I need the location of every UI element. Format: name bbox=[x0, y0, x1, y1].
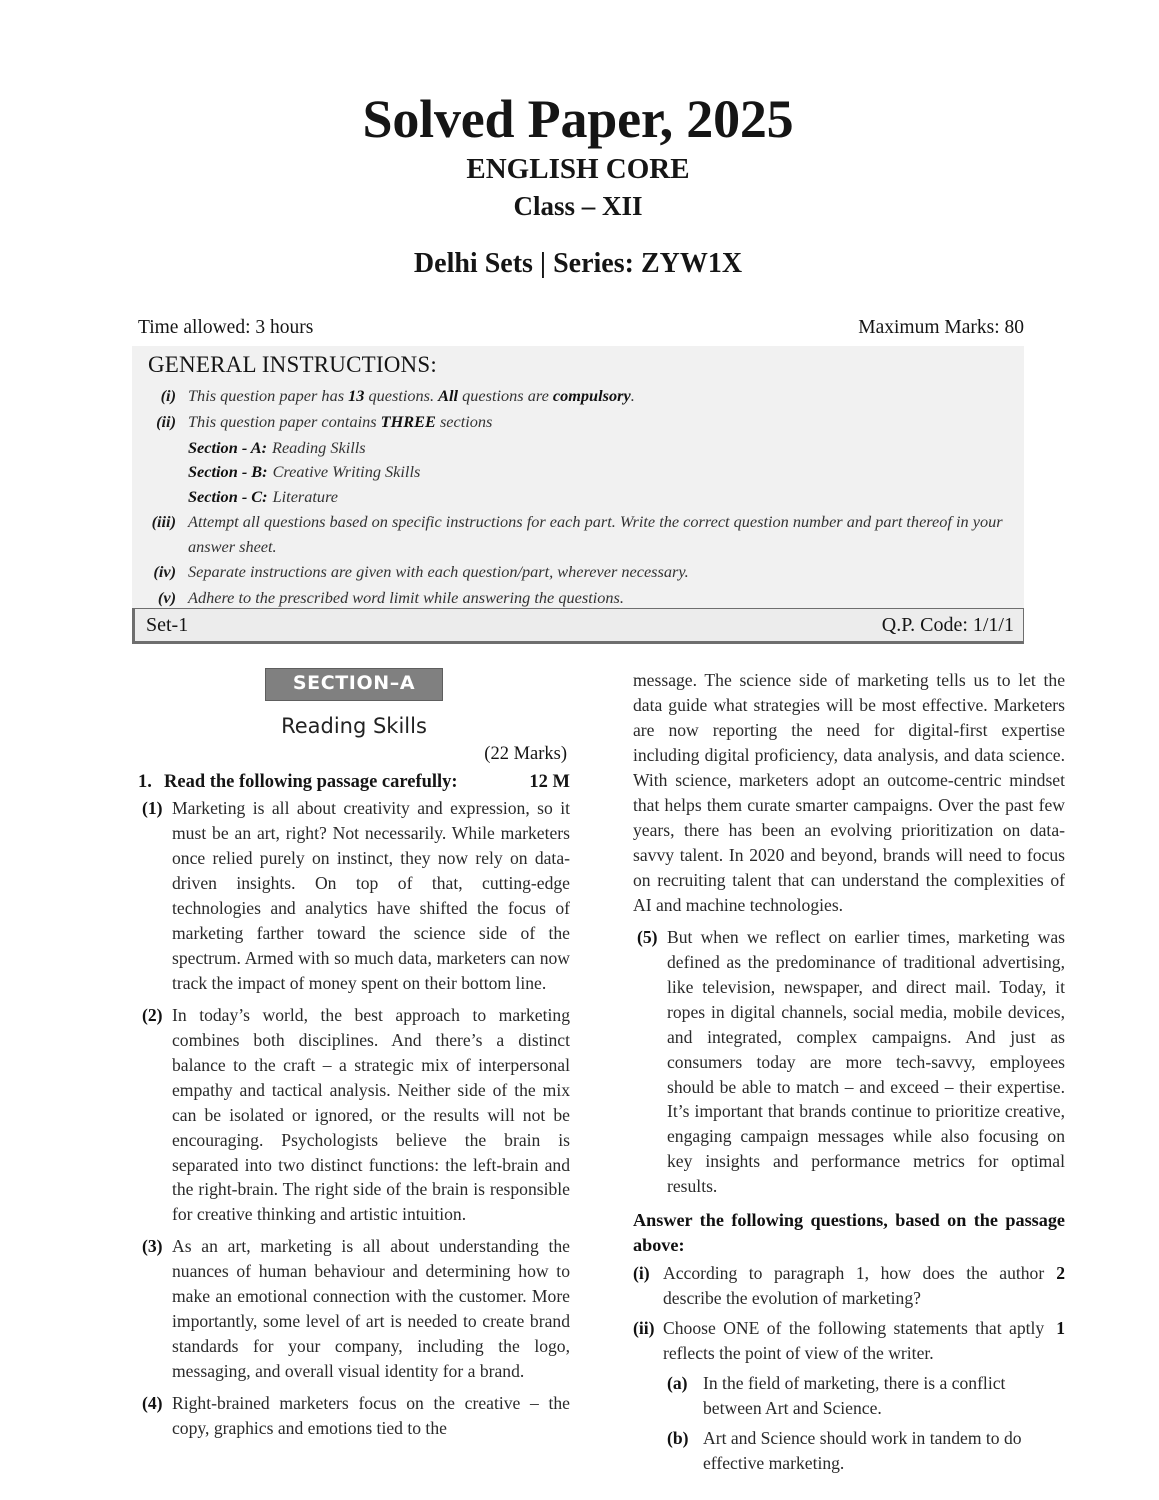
instruction-text: This question paper has 13 questions. All questions are compulsory. bbox=[188, 386, 635, 405]
passage-paragraph bbox=[138, 1391, 570, 1441]
question-number: (i) bbox=[633, 1262, 650, 1283]
time-allowed: Time allowed: 3 hours bbox=[138, 317, 314, 338]
question-1-text: Read the following passage carefully: bbox=[164, 771, 458, 792]
instruction-item bbox=[146, 510, 1014, 560]
paragraph-text: Right-brained marketers focus on the creative – the copy, graphics and emotions tied to the bbox=[172, 1393, 570, 1439]
paragraph-number: (3) bbox=[142, 1236, 163, 1257]
question-text: 1 Choose ONE of the following statements that aptly reflects the point of view of the writer. bbox=[663, 1317, 1065, 1363]
section-a-name: Reading Skills bbox=[281, 713, 427, 738]
question-text: 2 According to paragraph 1, how does the author describe the evolution of marketing? bbox=[663, 1262, 1065, 1308]
instruction-subitem-body bbox=[188, 485, 338, 510]
section-a-badge: SECTION–A bbox=[265, 668, 443, 701]
option-label: (b) bbox=[667, 1427, 689, 1448]
option-text: Art and Science should work in tandem to do effective marketing. bbox=[703, 1427, 1022, 1473]
maximum-marks: Maximum Marks: 80 bbox=[858, 317, 1024, 338]
instruction-subitem-text: Reading Skills bbox=[272, 437, 366, 457]
masthead bbox=[132, 89, 1024, 281]
paragraph-number: (1) bbox=[142, 797, 163, 818]
two-column-body bbox=[138, 668, 1065, 1473]
instruction-text: This question paper contains THREE sections bbox=[188, 411, 493, 431]
instruction-item bbox=[146, 384, 1014, 409]
instruction-subitem-body bbox=[188, 436, 366, 461]
sets-series-title: Delhi Sets | Series: ZYW1X bbox=[413, 248, 743, 280]
general-instructions-box bbox=[132, 346, 1024, 622]
instruction-subitem bbox=[146, 460, 1014, 485]
instruction-subitem-label: Section - B: bbox=[188, 462, 268, 482]
paragraph-number: (5) bbox=[637, 926, 658, 947]
option-text: In the field of marketing, there is a conflict between Art and Science. bbox=[703, 1372, 1006, 1418]
paragraph-text: But when we reflect on earlier times, marketing was defined as the predominance of traditional advertising, like television, newspaper, and direct mail. Today, it ropes in digital channels, social media, mobile devices, and integrated, complex campaigns. And just as consumers today are more tech-savvy, employees should be able to match – and exceed – their expertise. It’s important that brands continue to prioritize creative, engaging campaign messages while also focusing on key insights and performance metrics for optimal results. bbox=[667, 926, 1065, 1197]
passage-paragraph bbox=[138, 1234, 570, 1384]
question-item bbox=[633, 1261, 1065, 1311]
instruction-subitem-text: Creative Writing Skills bbox=[272, 462, 421, 482]
column-right bbox=[633, 668, 1065, 1481]
instruction-subitem-body bbox=[188, 460, 420, 485]
question-list bbox=[633, 1261, 1065, 1476]
general-instructions-list bbox=[146, 384, 1014, 611]
paragraph-text: Marketing is all about creativity and expression, so it must be an art, right? Not necessarily. While marketers once relied purely on instinct, they now rely on data-driven insights. On top of that, cutting-edge technologies and analytics have shifted the focus of marketing farther toward the science side of the spectrum. Armed with so much data, marketers can now track the impact of money spent on their bottom line. bbox=[172, 797, 570, 993]
question-marks: 1 bbox=[1056, 1317, 1065, 1338]
exam-meta-line bbox=[138, 317, 1024, 339]
paragraph-text: In today’s world, the best approach to marketing combines both disciplines. And there’s a distinct balance to the craft – a strategic mix of interpersonal empathy and tactical analysis. Neither side of the mix can be isolated or ignored, or the results will not be encouraging. Psychologists believe the brain is separated into two distinct functions: the left-brain and the right-brain. The right side of the brain is responsible for creative thinking and artistic intuition. bbox=[172, 1004, 570, 1225]
instruction-subitem-label: Section - C: bbox=[188, 487, 268, 507]
qp-code-label: Q.P. Code: 1/1/1 bbox=[881, 613, 1014, 636]
question-item bbox=[633, 1316, 1065, 1366]
column-left bbox=[138, 668, 570, 1448]
instruction-text: Attempt all questions based on specific instructions for each part. Write the correct question number and part thereof in your answer sheet. bbox=[188, 511, 1003, 556]
option-label: (a) bbox=[667, 1372, 688, 1393]
instruction-number: (i) bbox=[160, 386, 176, 405]
section-a-header bbox=[138, 668, 570, 701]
paragraph-text: As an art, marketing is all about understanding the nuances of human behaviour and determining how to make an emotional connection with the customer. More importantly, some level of art is needed to create brand standards for your company, including the logo, messaging, and overall visual identity for a brand. bbox=[172, 1236, 570, 1382]
instruction-subitem-text: Literature bbox=[272, 487, 339, 507]
subject-title: ENGLISH CORE bbox=[466, 153, 690, 186]
instruction-subitem bbox=[146, 436, 1014, 461]
instruction-item bbox=[146, 560, 1014, 585]
question-1-marks: 12 M bbox=[529, 771, 570, 792]
paragraph-number: (4) bbox=[142, 1393, 163, 1414]
passage-paragraph bbox=[138, 796, 570, 996]
paragraph-number: (2) bbox=[142, 1004, 163, 1025]
instruction-subitem bbox=[146, 485, 1014, 510]
question-marks: 2 bbox=[1056, 1262, 1065, 1283]
set-label: Set-1 bbox=[146, 613, 189, 636]
general-instructions-heading: GENERAL INSTRUCTIONS: bbox=[148, 352, 437, 377]
instruction-number: (ii) bbox=[156, 411, 176, 431]
instruction-text: Adhere to the prescribed word limit while answering the questions. bbox=[188, 588, 624, 608]
passage-left-paragraphs bbox=[138, 796, 570, 1441]
instruction-number: (iii) bbox=[151, 511, 176, 531]
instruction-number: (iv) bbox=[153, 562, 176, 582]
instruction-subitem-label: Section - A: bbox=[188, 437, 267, 457]
instruction-text: Separate instructions are given with each question/part, wherever necessary. bbox=[188, 562, 689, 582]
question-number: (ii) bbox=[633, 1317, 655, 1338]
passage-paragraph bbox=[138, 1003, 570, 1228]
question-1-number: 1. bbox=[138, 771, 152, 792]
class-title: Class – XII bbox=[513, 191, 643, 222]
section-a-marks: (22 Marks) bbox=[484, 743, 567, 764]
question-option bbox=[633, 1426, 1065, 1476]
page-title: Solved Paper, 2025 bbox=[362, 89, 794, 149]
answer-instructions-heading: Answer the following questions, based on the passage above: bbox=[633, 1210, 1065, 1255]
instruction-number: (v) bbox=[157, 588, 176, 608]
set-code-bar bbox=[132, 608, 1024, 644]
question-1-line bbox=[138, 772, 570, 793]
passage-paragraph bbox=[633, 925, 1065, 1200]
passage-right-paragraphs bbox=[633, 925, 1065, 1200]
question-option bbox=[633, 1371, 1065, 1421]
passage-continuation: message. The science side of marketing tells us to let the data guide what strategies will be most effective. Marketers are now reporting the need for digital-first expertise including digital proficiency, data analysis, and data science. With science, marketers adopt an outcome-centric mindset that helps them curate smarter campaigns. Over the past few years, there has been an evolving prioritization on data-savvy talent. In 2020 and beyond, brands will need to focus on recruiting talent that can understand the complexities of AI and machine technologies. bbox=[633, 670, 1065, 915]
instruction-item bbox=[146, 410, 1014, 435]
